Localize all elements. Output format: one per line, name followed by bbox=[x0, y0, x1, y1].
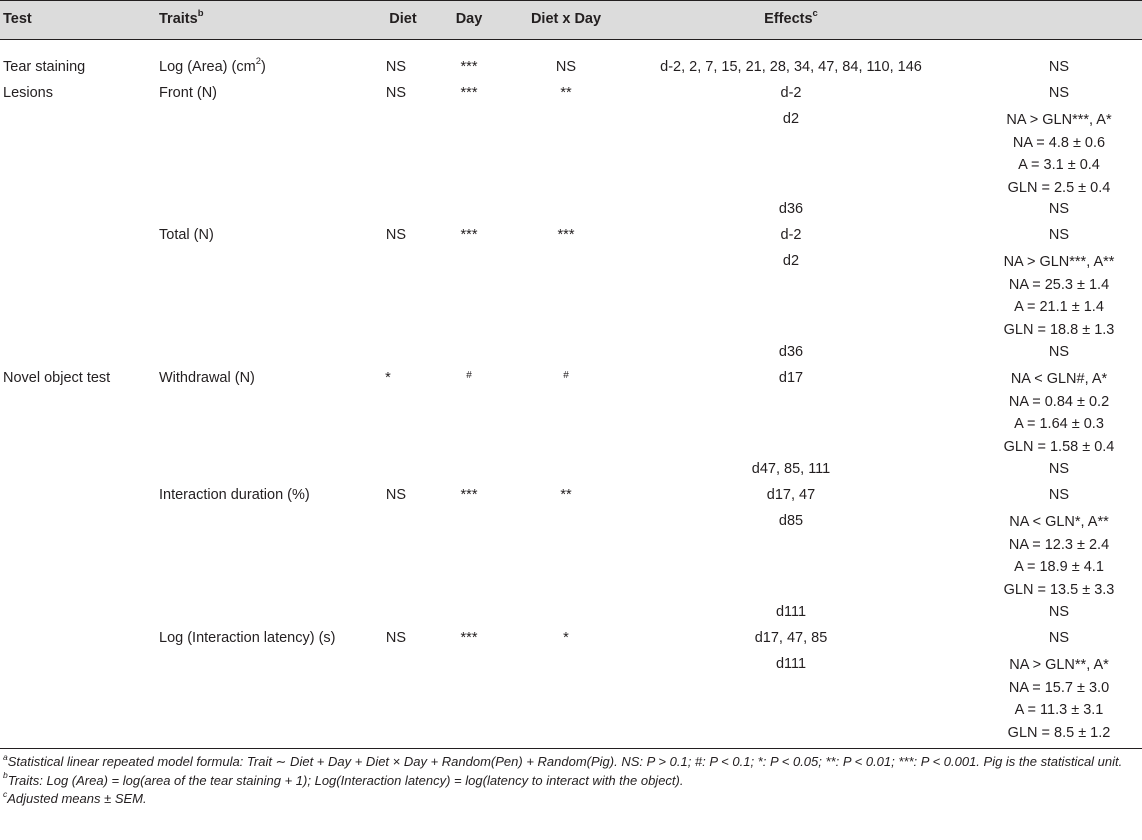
total-effect-result-2: NA > GLN***, A** NA = 25.3 ± 1.4 A = 21.1 ± 1.4 GLN = 18.8 ± 1.3 bbox=[1003, 254, 1115, 338]
header-diet: Diet bbox=[389, 11, 417, 27]
header-effects: Effects$^c$ bbox=[764, 8, 818, 27]
front-effect-days-2: d2 bbox=[782, 111, 800, 127]
row-test-novel-object: Novel object test bbox=[3, 370, 111, 386]
latency-effect-result-1: NS bbox=[1048, 630, 1070, 646]
trait-interaction-duration: Interaction duration (%) bbox=[159, 487, 310, 503]
header-test: Test bbox=[3, 11, 32, 27]
tear-diet: NS bbox=[385, 59, 407, 75]
latency-dxd: * bbox=[563, 630, 569, 646]
row-test-lesions: Lesions bbox=[3, 85, 53, 101]
header-diet-x-day: Diet x Day bbox=[530, 11, 602, 27]
front-diet: NS bbox=[385, 85, 407, 101]
tear-effect-days: d-2, 2, 7, 15, 21, 28, 34, 47, 84, 110, 146 bbox=[660, 59, 922, 75]
footnote-c: $^c$Adjusted means ± SEM. bbox=[3, 788, 147, 806]
header-day: Day bbox=[455, 11, 483, 27]
interaction-day: *** bbox=[460, 487, 478, 503]
interaction-dxd: ** bbox=[560, 487, 572, 503]
withdrawal-dxd: # bbox=[563, 370, 569, 381]
total-day: *** bbox=[460, 227, 478, 243]
withdrawal-effect-days-1: d17 bbox=[778, 370, 804, 386]
tear-dxd: NS bbox=[555, 59, 577, 75]
footnote-a: $^a$Statistical linear repeated model formula: Trait ∼ Diet + Day + Diet × Day + Random(Pen) + Random(Pig). NS: P > 0.1; #: P < 0.1; *: P < 0.05; **: P < 0.01; ***: P < 0.001. Pig is the statistical unit. bbox=[3, 751, 1123, 769]
withdrawal-effect-result-2: NS bbox=[1048, 461, 1070, 477]
front-effect-days-3: d36 bbox=[778, 201, 804, 217]
interaction-effect-result-3: NS bbox=[1048, 604, 1070, 620]
trait-log-area: Log (Area) $(cm^2)$ bbox=[159, 56, 266, 75]
total-effect-days-1: d-2 bbox=[780, 227, 802, 243]
footnote-b: $^b$Traits: Log (Area) = log(area of the tear staining + 1); Log(Interaction latency) = log(latency to interact with the object). bbox=[3, 770, 684, 788]
row-test-tear-staining: Tear staining bbox=[3, 59, 86, 75]
latency-day: *** bbox=[460, 630, 478, 646]
front-dxd: ** bbox=[560, 85, 572, 101]
total-dxd: *** bbox=[557, 227, 575, 243]
front-effect-result-3: NS bbox=[1048, 201, 1070, 217]
trait-log-interaction-latency: Log (Interaction latency) (s) bbox=[159, 630, 336, 646]
tear-day: *** bbox=[460, 59, 478, 75]
withdrawal-effect-result-1: NA < GLN#, A* NA = 0.84 ± 0.2 A = 1.64 ± 0.3 GLN = 1.58 ± 0.4 bbox=[1003, 371, 1115, 455]
trait-front: Front (N) bbox=[159, 85, 217, 101]
latency-effect-days-2: d111 bbox=[775, 656, 807, 672]
total-effect-days-2: d2 bbox=[782, 253, 800, 269]
total-effect-days-3: d36 bbox=[778, 344, 804, 360]
interaction-effect-days-3: d111 bbox=[775, 604, 807, 620]
latency-effect-days-1: d17, 47, 85 bbox=[754, 630, 828, 646]
front-effect-result-1: NS bbox=[1048, 85, 1070, 101]
withdrawal-day: # bbox=[466, 370, 472, 381]
front-day: *** bbox=[460, 85, 478, 101]
table-bottom-rule bbox=[0, 748, 1142, 749]
interaction-effect-days-2: d85 bbox=[778, 513, 804, 529]
latency-effect-result-2: NA > GLN**, A* NA = 15.7 ± 3.0 A = 11.3 ± 3.1 GLN = 8.5 ± 1.2 bbox=[1007, 657, 1111, 741]
interaction-effect-result-2: NA < GLN*, A** NA = 12.3 ± 2.4 A = 18.9 ± 4.1 GLN = 13.5 ± 3.3 bbox=[1003, 514, 1115, 598]
tear-effect-result: NS bbox=[1048, 59, 1070, 75]
latency-diet: NS bbox=[385, 630, 407, 646]
front-effect-result-2: NA > GLN***, A* NA = 4.8 ± 0.6 A = 3.1 ± 0.4 GLN = 2.5 ± 0.4 bbox=[1006, 112, 1112, 196]
withdrawal-diet: * bbox=[385, 370, 391, 386]
withdrawal-effect-days-2: d47, 85, 111 bbox=[751, 461, 831, 477]
total-effect-result-3: NS bbox=[1048, 344, 1070, 360]
total-effect-result-1: NS bbox=[1048, 227, 1070, 243]
trait-total: Total (N) bbox=[159, 227, 214, 243]
trait-withdrawal: Withdrawal (N) bbox=[159, 370, 255, 386]
total-diet: NS bbox=[385, 227, 407, 243]
table-footnotes bbox=[3, 753, 1139, 809]
interaction-effect-days-1: d17, 47 bbox=[766, 487, 816, 503]
header-traits: Traits$^b$ bbox=[159, 8, 204, 27]
interaction-effect-result-1: NS bbox=[1048, 487, 1070, 503]
front-effect-days-1: d-2 bbox=[780, 85, 802, 101]
interaction-diet: NS bbox=[385, 487, 407, 503]
